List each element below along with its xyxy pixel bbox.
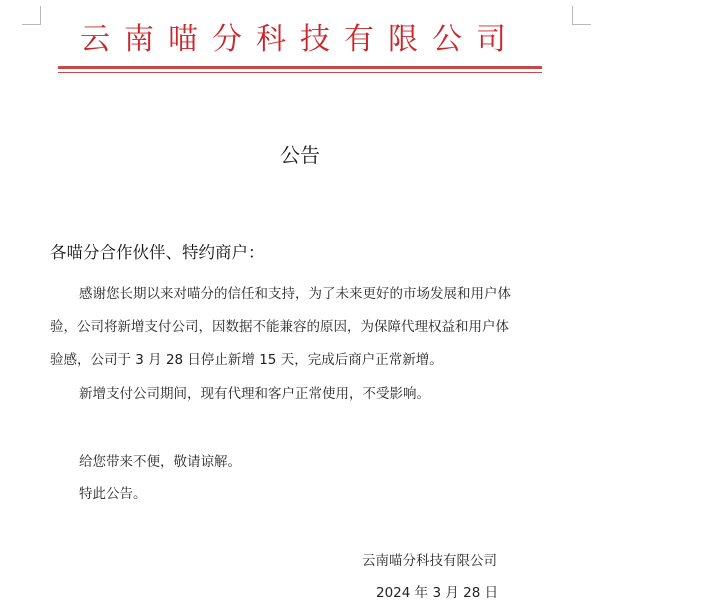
apology-line: 给您带来不便，敬请谅解。 (79, 454, 241, 470)
paragraph-1-line-1: 感谢您长期以来对喵分的信任和支持，为了未来更好的市场发展和用户体 (79, 286, 511, 302)
letterhead-rule-thick (58, 66, 542, 69)
closing-line: 特此公告。 (79, 486, 147, 502)
page-corner-mark-top-right (572, 6, 591, 25)
signature-date: 2024 年 3 月 28 日 (376, 585, 499, 601)
letterhead-company-name: 云南喵分科技有限公司 (80, 22, 520, 57)
notice-salutation: 各喵分合作伙伴、特约商户： (50, 243, 265, 262)
letterhead-rule-thin (58, 72, 542, 73)
page-corner-mark-top-left (22, 6, 41, 25)
notice-title: 公告 (280, 143, 320, 167)
paragraph-1-line-2: 验，公司将新增支付公司，因数据不能兼容的原因，为保障代理权益和用户体 (50, 319, 509, 335)
paragraph-2: 新增支付公司期间，现有代理和客户正常使用，不受影响。 (79, 386, 430, 402)
paragraph-1-line-3: 验感，公司于 3 月 28 日停止新增 15 天，完成后商户正常新增。 (50, 352, 443, 368)
signature-company: 云南喵分科技有限公司 (362, 553, 497, 569)
